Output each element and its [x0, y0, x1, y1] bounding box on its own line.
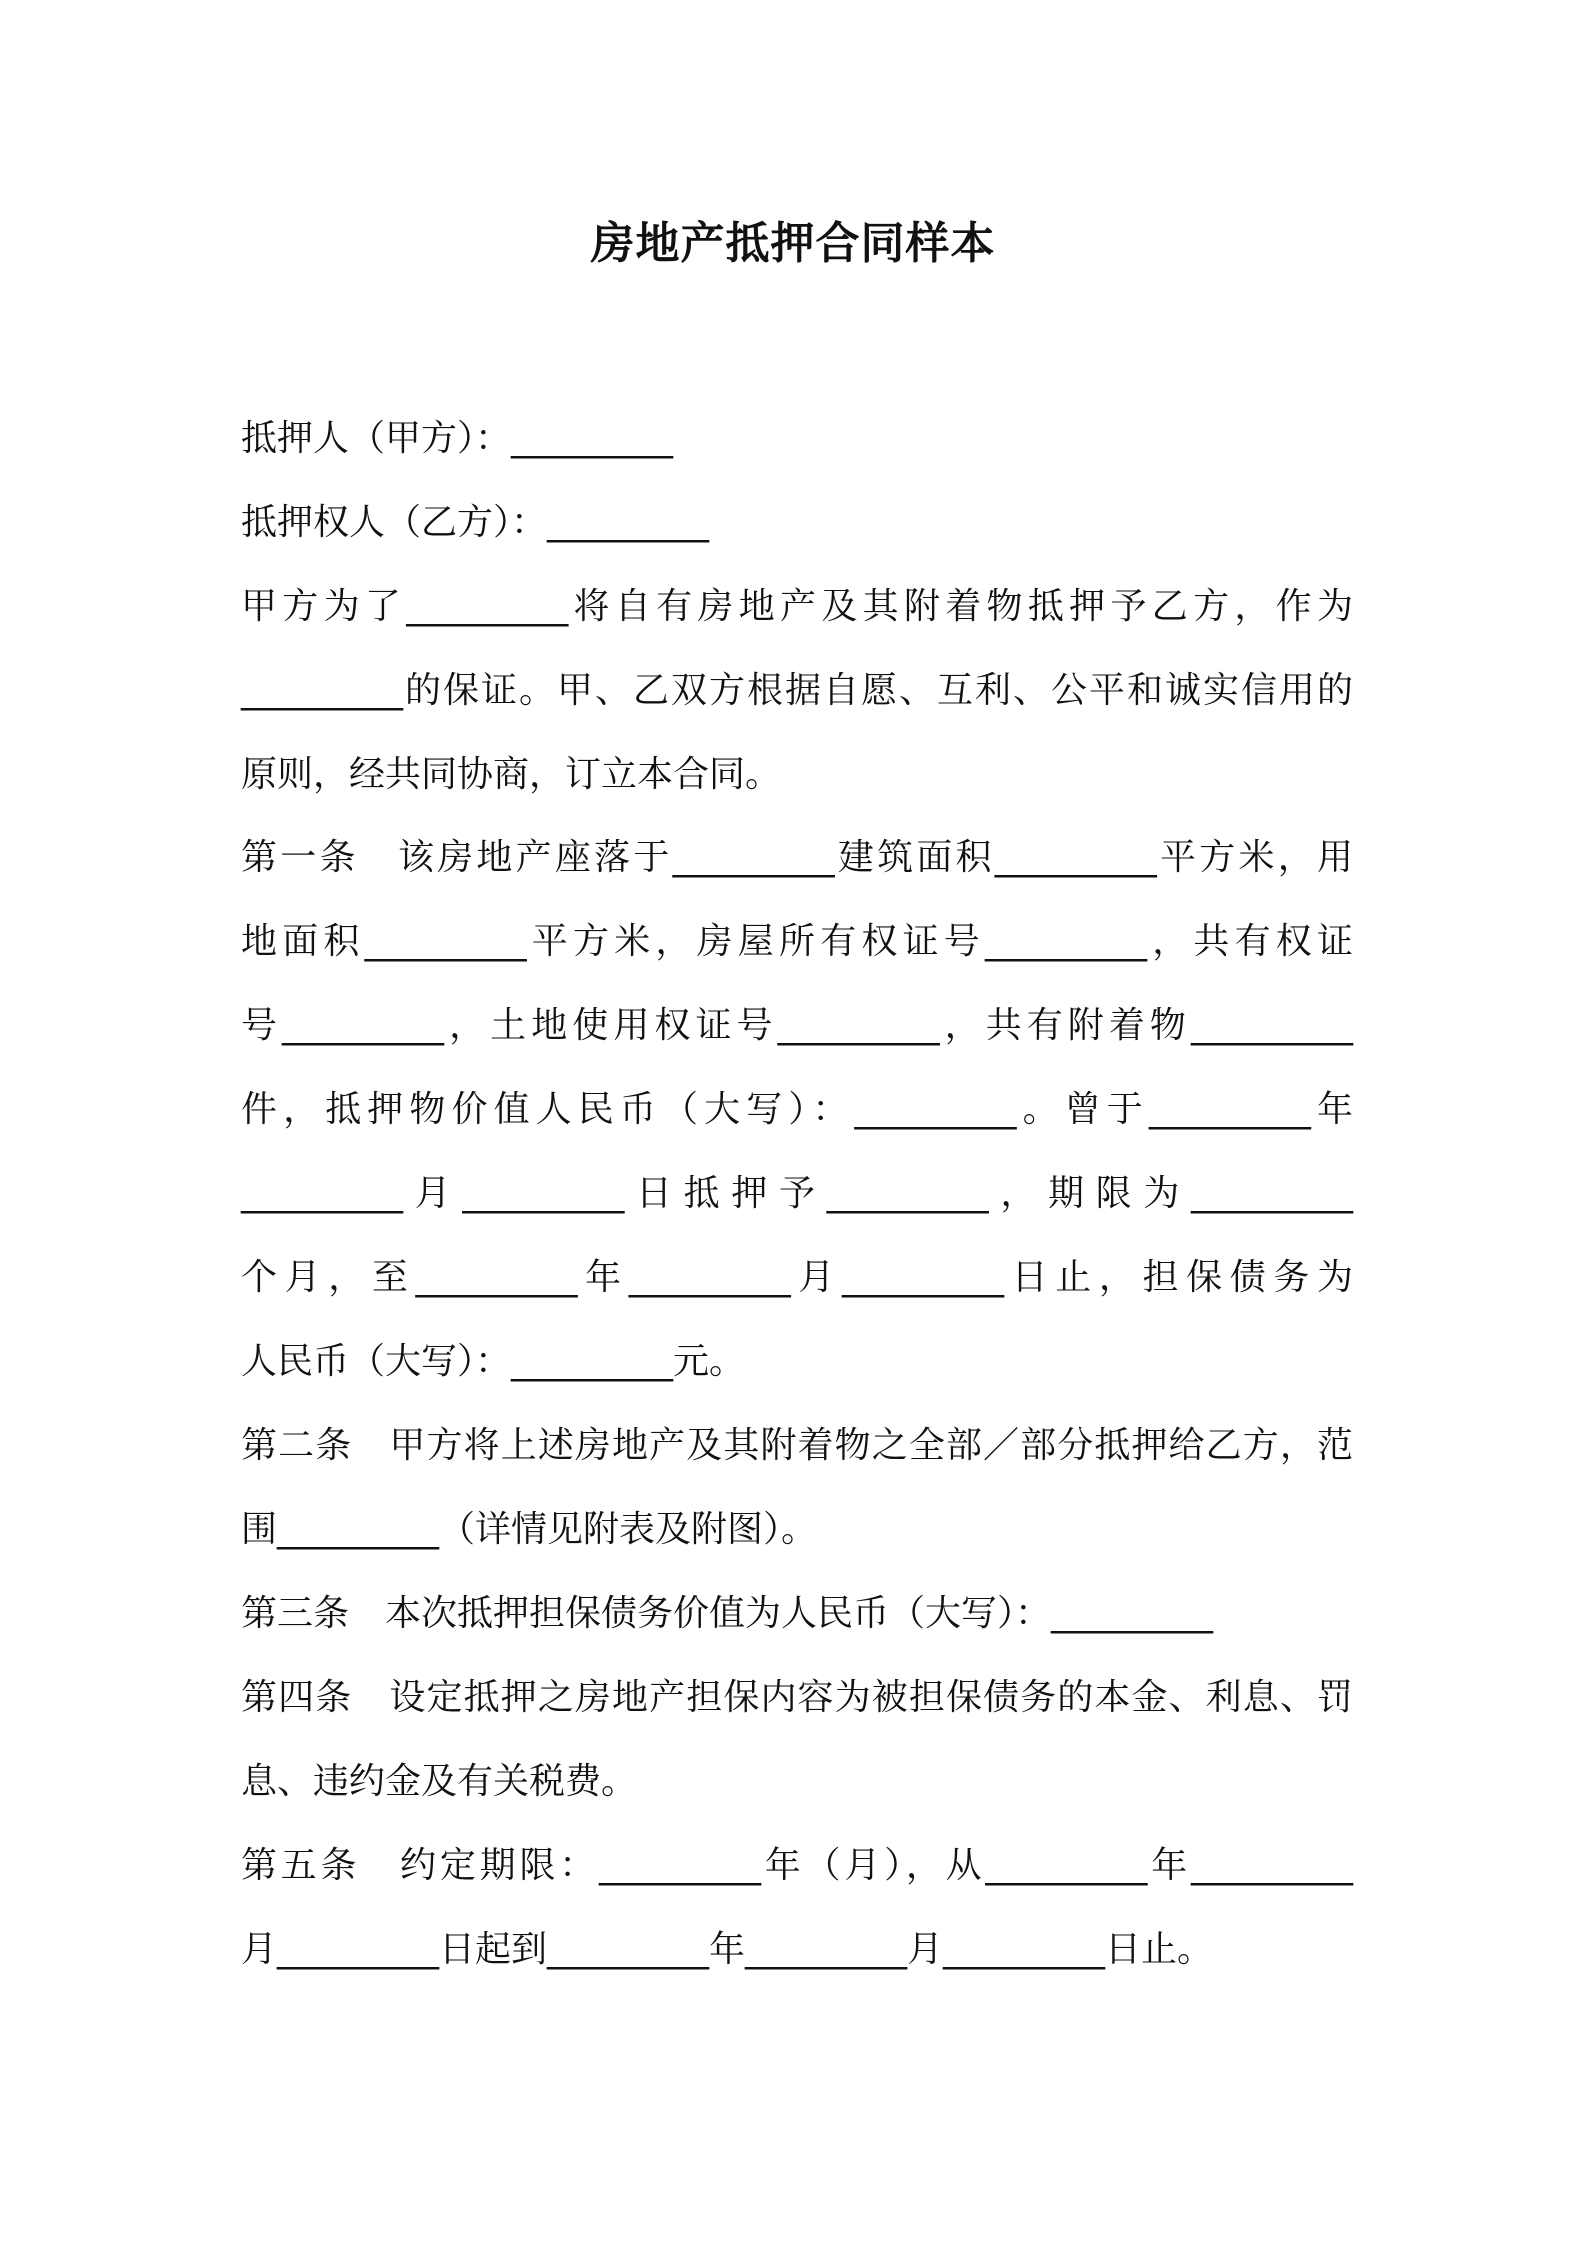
document-title: 房地产抵押合同样本	[590, 218, 996, 269]
text-line-preamble-2: _________的保证。甲、乙双方根据自愿、互利、公平和诚实信用的	[241, 670, 1353, 711]
text-line-article1-3: 号_________，土地使用权证号_________，共有附着物_________	[241, 1005, 1353, 1046]
text-line-article1-6: 个月，至_________年_________月_________日止，担保债务为	[241, 1257, 1353, 1298]
text-line-article1-5: _________月_________日抵押予_________，期限为_________	[241, 1173, 1353, 1214]
text-line-mortgagor: 抵押人（甲方）：_________	[241, 418, 674, 459]
text-line-article5-1: 第五条 约定期限：_________年（月），从_________年_________	[241, 1845, 1353, 1886]
text-line-article2-2: 围_________（详情见附表及附图）。	[241, 1509, 818, 1550]
text-line-article4-2: 息、违约金及有关税费。	[241, 1761, 638, 1802]
text-line-preamble-3: 原则，经共同协商，订立本合同。	[241, 754, 782, 795]
text-line-article2-1: 第二条 甲方将上述房地产及其附着物之全部／部分抵押给乙方，范	[241, 1425, 1353, 1466]
text-line-mortgagee: 抵押权人（乙方）：_________	[241, 502, 710, 543]
text-line-article1-7: 人民币（大写）：_________元。	[241, 1341, 746, 1382]
text-line-preamble-1: 甲方为了_________将自有房地产及其附着物抵押予乙方，作为	[241, 586, 1353, 627]
text-line-article3: 第三条 本次抵押担保债务价值为人民币（大写）：_________	[241, 1593, 1214, 1634]
text-line-article1-1: 第一条 该房地产座落于_________建筑面积_________平方米，用	[241, 837, 1353, 878]
text-line-article1-2: 地面积_________平方米，房屋所有权证号_________，共有权证	[241, 921, 1353, 962]
text-line-article4-1: 第四条 设定抵押之房地产担保内容为被担保债务的本金、利息、罚	[241, 1677, 1353, 1718]
text-line-article1-4: 件，抵押物价值人民币（大写）：_________。曾于_________年	[241, 1089, 1353, 1130]
text-line-article5-2: 月_________日起到_________年_________月_________日止。	[241, 1929, 1214, 1970]
